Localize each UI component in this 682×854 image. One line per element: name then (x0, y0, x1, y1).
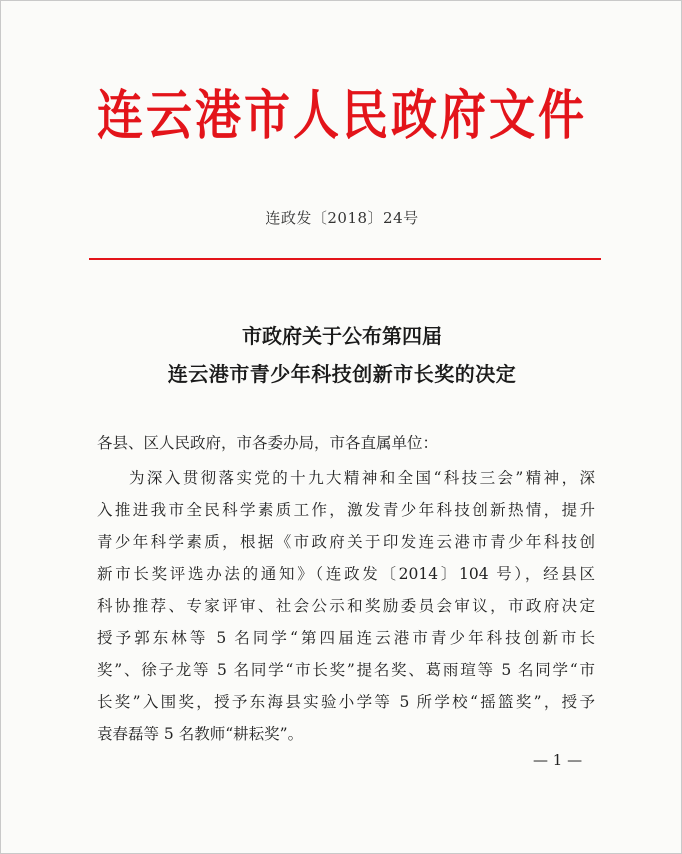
body-line-4: 新市长奖评选办法的通知》（连政发〔2014〕104 号），经县区 (97, 565, 595, 583)
body-line-9: 袁春磊等 5 名教师“耕耘奖”。 (97, 725, 304, 743)
document-masthead: 连云港市人民政府文件 (97, 83, 587, 147)
salutation: 各县、区人民政府，市各委办局，市各直属单位： (97, 434, 439, 452)
body-line-1: 为深入贯彻落实党的十九大精神和全国“科技三会”精神，深 (129, 469, 595, 487)
document-title-line-1: 市政府关于公布第四届 (242, 324, 442, 348)
body-line-2: 入推进我市全民科学素质工作，激发青少年科技创新热情，提升 (97, 501, 595, 519)
document-number: 连政发〔2018〕24号 (265, 209, 419, 227)
body-line-5: 科协推荐、专家评审、社会公示和奖励委员会审议，市政府决定 (97, 597, 595, 615)
body-line-8: 长奖”入围奖，授予东海县实验小学等 5 所学校“摇篮奖”，授予 (97, 693, 595, 711)
body-line-6: 授予郭东林等 5 名同学“第四届连云港市青少年科技创新市长 (97, 629, 595, 647)
document-title-line-2: 连云港市青少年科技创新市长奖的决定 (167, 362, 517, 386)
page-number: — 1 — (533, 751, 583, 769)
red-divider-line (89, 258, 601, 260)
body-line-3: 青少年科学素质，根据《市政府关于印发连云港市青少年科技创 (97, 533, 595, 551)
body-line-7: 奖”、徐子龙等 5 名同学“市长奖”提名奖、葛雨瑄等 5 名同学“市 (97, 661, 595, 679)
